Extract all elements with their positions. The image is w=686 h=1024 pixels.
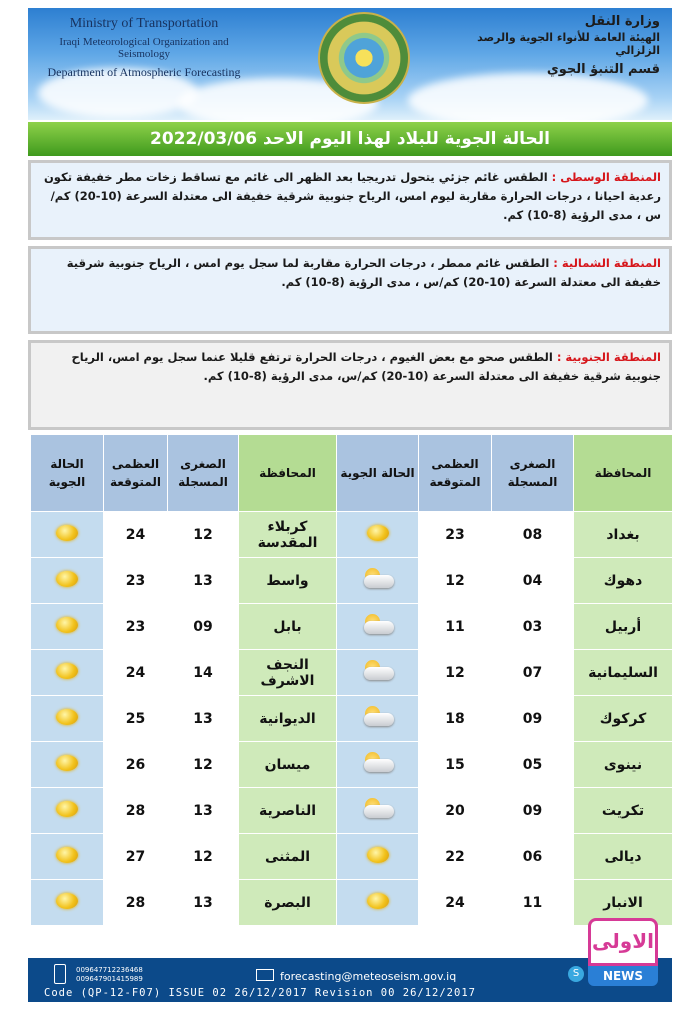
header-condition: الحالة الجوية bbox=[337, 435, 419, 512]
region-name: المنطقة الجنوبية : bbox=[556, 350, 661, 364]
region-name: المنطقة الوسطى : bbox=[551, 170, 661, 184]
province-cell: الديوانية bbox=[239, 696, 337, 742]
ministry-name-en: Ministry of Transportation bbox=[69, 16, 219, 31]
cloud-decor bbox=[408, 73, 648, 120]
header-province: المحافظة bbox=[239, 435, 337, 512]
condition-cell bbox=[31, 650, 104, 696]
condition-cell bbox=[31, 696, 104, 742]
partly-cloudy-icon bbox=[360, 752, 396, 774]
organization-name-ar: الهيئة العامة للأنواء الجوية والرصد الزلزالي bbox=[477, 31, 660, 57]
min-temp-cell: 13 bbox=[168, 558, 239, 604]
max-temp-cell: 24 bbox=[419, 880, 492, 926]
min-temp-cell: 07 bbox=[492, 650, 574, 696]
max-temp-cell: 15 bbox=[419, 742, 492, 788]
max-temp-cell: 22 bbox=[419, 834, 492, 880]
province-cell: المثنى bbox=[239, 834, 337, 880]
max-temp-cell: 25 bbox=[104, 696, 168, 742]
table-row bbox=[31, 604, 673, 650]
condition-cell bbox=[31, 604, 104, 650]
table-row bbox=[31, 788, 673, 834]
condition-cell bbox=[337, 650, 419, 696]
header-province: المحافظة bbox=[574, 435, 673, 512]
max-temp-cell: 27 bbox=[104, 834, 168, 880]
province-cell: تكريت bbox=[574, 788, 673, 834]
sun-icon bbox=[56, 709, 78, 725]
region-north-forecast bbox=[28, 246, 672, 334]
province-cell: ديالى bbox=[574, 834, 673, 880]
organization-logo bbox=[318, 12, 410, 104]
condition-cell bbox=[337, 880, 419, 926]
province-cell: الناصرية bbox=[239, 788, 337, 834]
logo-emblem-icon bbox=[344, 38, 384, 78]
phone-number: 009647712236468 bbox=[76, 966, 143, 974]
partly-cloudy-icon bbox=[360, 568, 396, 590]
footer-bar bbox=[28, 958, 672, 1002]
max-temp-cell: 20 bbox=[419, 788, 492, 834]
sun-icon bbox=[56, 755, 78, 771]
region-central-forecast bbox=[28, 160, 672, 240]
table-row bbox=[31, 742, 673, 788]
weather-table bbox=[30, 434, 673, 926]
min-temp-cell: 09 bbox=[168, 604, 239, 650]
condition-cell bbox=[31, 880, 104, 926]
region-south-forecast bbox=[28, 340, 672, 430]
province-cell: النجف الاشرف bbox=[239, 650, 337, 696]
table-row bbox=[31, 650, 673, 696]
sun-icon bbox=[56, 847, 78, 863]
max-temp-cell: 23 bbox=[419, 512, 492, 558]
min-temp-cell: 06 bbox=[492, 834, 574, 880]
phone-number: 009647901415989 bbox=[76, 975, 143, 983]
sun-icon bbox=[367, 893, 389, 909]
min-temp-cell: 08 bbox=[492, 512, 574, 558]
province-cell: البصرة bbox=[239, 880, 337, 926]
max-temp-cell: 24 bbox=[104, 650, 168, 696]
ministry-name-ar: وزارة النقل bbox=[584, 14, 660, 29]
min-temp-cell: 12 bbox=[168, 834, 239, 880]
sun-icon bbox=[367, 847, 389, 863]
sun-icon bbox=[367, 525, 389, 541]
province-cell: دهوك bbox=[574, 558, 673, 604]
table-row bbox=[31, 558, 673, 604]
max-temp-cell: 28 bbox=[104, 880, 168, 926]
province-cell: السليمانية bbox=[574, 650, 673, 696]
max-temp-cell: 24 bbox=[104, 512, 168, 558]
min-temp-cell: 09 bbox=[492, 696, 574, 742]
email-address[interactable]: forecasting@meteoseism.gov.iq bbox=[280, 970, 457, 983]
region-text: الطقس صحو مع بعض الغيوم ، درجات الحرارة ترتفع قليلا عنما سجل يوم امس، الرياح جنوبية شرقية خفيفة الى معتدلة السرعة (10-20) كم/س، مدى الرؤية (8-10) كم. bbox=[71, 350, 661, 383]
partly-cloudy-icon bbox=[360, 660, 396, 682]
max-temp-cell: 11 bbox=[419, 604, 492, 650]
province-cell: نينوى bbox=[574, 742, 673, 788]
partly-cloudy-icon bbox=[360, 798, 396, 820]
province-cell: ميسان bbox=[239, 742, 337, 788]
condition-cell bbox=[337, 512, 419, 558]
max-temp-cell: 26 bbox=[104, 742, 168, 788]
news-badge-logo bbox=[588, 918, 658, 986]
badge-arabic-text: الاولى bbox=[588, 918, 658, 966]
table-row bbox=[31, 512, 673, 558]
mail-icon bbox=[256, 969, 274, 981]
sun-icon bbox=[56, 617, 78, 633]
document-code: Code (QP-12-F07) ISSUE 02 26/12/2017 Revision 00 26/12/2017 bbox=[44, 987, 476, 999]
sun-icon bbox=[56, 893, 78, 909]
condition-cell bbox=[31, 558, 104, 604]
min-temp-cell: 03 bbox=[492, 604, 574, 650]
province-cell: واسط bbox=[239, 558, 337, 604]
skype-icon: S bbox=[568, 966, 584, 982]
condition-cell bbox=[31, 512, 104, 558]
condition-cell bbox=[31, 788, 104, 834]
header-min: الصغرى المسجلة bbox=[168, 435, 239, 512]
province-cell: الانبار bbox=[574, 880, 673, 926]
sun-icon bbox=[56, 663, 78, 679]
province-cell: بغداد bbox=[574, 512, 673, 558]
condition-cell bbox=[31, 742, 104, 788]
max-temp-cell: 28 bbox=[104, 788, 168, 834]
province-cell: بابل bbox=[239, 604, 337, 650]
department-name-en: Department of Atmospheric Forecasting bbox=[47, 65, 241, 79]
phone-numbers bbox=[76, 966, 143, 984]
region-text: الطقس غائم جزئي يتحول تدريجيا بعد الظهر الى غائم مع تساقط زخات مطر خفيفة تكون رعدية احيانا ، درجات الحرارة مقاربة ليوم امس، الرياح جنوبية شرقية خفيفة الى معتدلة السرعة (10-20) كم/س ، مدى الرؤية (8-10) كم. bbox=[43, 170, 661, 222]
table-row bbox=[31, 880, 673, 926]
condition-cell bbox=[337, 834, 419, 880]
header-banner bbox=[28, 8, 672, 120]
min-temp-cell: 13 bbox=[168, 696, 239, 742]
condition-cell bbox=[337, 696, 419, 742]
organization-name-en: Iraqi Meteorological Organization and Seismology bbox=[59, 36, 229, 60]
min-temp-cell: 09 bbox=[492, 788, 574, 834]
department-name-ar: قسم التنبؤ الجوي bbox=[546, 62, 660, 77]
header-min: الصغرى المسجلة bbox=[492, 435, 574, 512]
province-cell: كركوك bbox=[574, 696, 673, 742]
min-temp-cell: 14 bbox=[168, 650, 239, 696]
table-row bbox=[31, 834, 673, 880]
condition-cell bbox=[337, 558, 419, 604]
max-temp-cell: 12 bbox=[419, 558, 492, 604]
table-row bbox=[31, 696, 673, 742]
max-temp-cell: 23 bbox=[104, 558, 168, 604]
header-condition: الحالة الجوية bbox=[31, 435, 104, 512]
province-cell: كربلاء المقدسة bbox=[239, 512, 337, 558]
partly-cloudy-icon bbox=[360, 614, 396, 636]
max-temp-cell: 18 bbox=[419, 696, 492, 742]
phone-icon bbox=[54, 964, 66, 984]
condition-cell bbox=[31, 834, 104, 880]
sun-icon bbox=[56, 525, 78, 541]
header-left-text bbox=[36, 16, 252, 80]
table-header-row bbox=[31, 435, 673, 512]
max-temp-cell: 23 bbox=[104, 604, 168, 650]
region-text: الطقس غائم ممطر ، درجات الحرارة مقاربة لما سجل يوم امس ، الرياح جنوبية شرقية خفيفة الى معتدلة السرعة (10-20) كم/س ، مدى الرؤية (8-10) كم. bbox=[66, 256, 661, 289]
header-right-text bbox=[450, 14, 660, 77]
header-max: العظمى المتوقعة bbox=[419, 435, 492, 512]
partly-cloudy-icon bbox=[360, 706, 396, 728]
badge-news-text: NEWS bbox=[588, 966, 658, 986]
province-cell: أربيل bbox=[574, 604, 673, 650]
min-temp-cell: 13 bbox=[168, 788, 239, 834]
sun-icon bbox=[56, 571, 78, 587]
min-temp-cell: 12 bbox=[168, 742, 239, 788]
min-temp-cell: 05 bbox=[492, 742, 574, 788]
min-temp-cell: 04 bbox=[492, 558, 574, 604]
page-title: الحالة الجوية للبلاد لهذا اليوم الاحد 2022/03/06 bbox=[28, 122, 672, 156]
region-name: المنطقة الشمالية : bbox=[553, 256, 661, 270]
condition-cell bbox=[337, 788, 419, 834]
condition-cell bbox=[337, 604, 419, 650]
min-temp-cell: 11 bbox=[492, 880, 574, 926]
condition-cell bbox=[337, 742, 419, 788]
sun-icon bbox=[56, 801, 78, 817]
min-temp-cell: 13 bbox=[168, 880, 239, 926]
max-temp-cell: 12 bbox=[419, 650, 492, 696]
header-max: العظمى المتوقعة bbox=[104, 435, 168, 512]
min-temp-cell: 12 bbox=[168, 512, 239, 558]
